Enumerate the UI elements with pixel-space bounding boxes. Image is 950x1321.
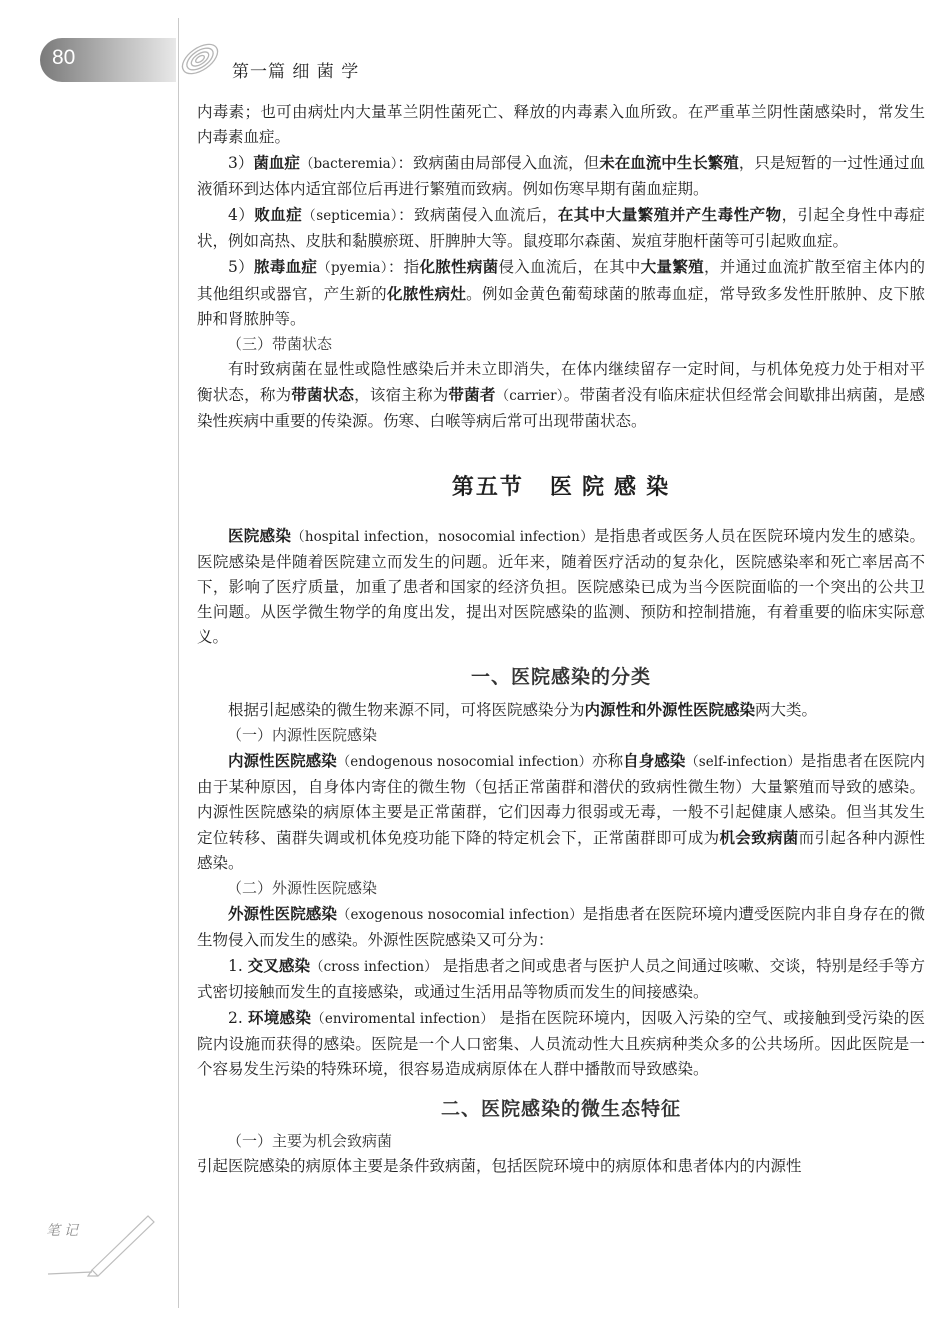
paragraph-opportunistic: 引起医院感染的病原体主要是条件致病菌，包括医院环境中的病原体和患者体内的内源性 bbox=[197, 1157, 802, 1175]
paragraph-endotoxemia: 内毒素；也可由病灶内大量革兰阴性菌死亡、释放的内毒素入血所致。在严重革兰阴性菌感染时，常发生内毒素血症。 bbox=[197, 103, 925, 146]
paragraph-septicemia: 4）败血症（septicemia）：致病菌侵入血流后，在其中大量繁殖并产生毒性产物，引起全身性中毒症状，例如高热、皮肤和黏膜瘀斑、肝脾肿大等。鼠疫耶尔森菌、炭疽芽胞杆菌等可引起败血症。 bbox=[197, 205, 925, 250]
page-body bbox=[197, 100, 925, 1179]
margin-note-label: 笔记 bbox=[46, 1223, 82, 1239]
paragraph-cross-infection: 1. 交叉感染（cross infection） 是指患者之间或患者与医护人员之间通过咳嗽、交谈，特别是经手等方式密切接触而发生的直接感染，或通过生活用品等物质而发生的间接感染。 bbox=[197, 956, 925, 1001]
paragraph-hospital-infection-intro: 医院感染（hospital infection，nosocomial infection）是指患者或医务人员在医院环境内发生的感染。医院感染是伴随着医院建立而发生的问题。近年来，随着医疗活动的复杂化，医院感染率和死亡率居高不下，影响了医疗质量，加重了患者和国家的经济负担。医院感染已成为当今医院面临的一个突出的公共卫生问题。从医学微生物学的角度出发，提出对医院感染的监测、预防和控制措施，有着重要的临床实际意义。 bbox=[197, 526, 925, 646]
subheading-endogenous: （一）内源性医院感染 bbox=[227, 727, 378, 744]
section-title: 第五节 医 院 感 染 bbox=[451, 474, 671, 499]
heading-classification: 一、医院感染的分类 bbox=[470, 666, 651, 688]
page-number: 80 bbox=[52, 46, 76, 69]
subheading-exogenous: （二）外源性医院感染 bbox=[227, 880, 378, 897]
paragraph-carrier-state: 有时致病菌在显性或隐性感染后并未立即消失，在体内继续留存一定时间，与机体免疫力处于相对平衡状态，称为带菌状态，该宿主称为带菌者（carrier）。带菌者没有临床症状但经常会间歇排出病菌，是感染性疾病中重要的传染源。伤寒、白喉等病后常可出现带菌状态。 bbox=[197, 360, 925, 430]
paragraph-pyemia: 5）脓毒血症（pyemia）：指化脓性病菌侵入血流后，在其中大量繁殖，并通过血流扩散至宿主体内的其他组织或器官，产生新的化脓性病灶。例如金黄色葡萄球菌的脓毒血症，常导致多发性肝脓肿、皮下脓肿和肾脓肿等。 bbox=[197, 257, 925, 328]
running-head: 第一篇 细 菌 学 bbox=[232, 62, 360, 82]
paragraph-exogenous: 外源性医院感染（exogenous nosocomial infection）是指患者在医院环境内遭受医院内非自身存在的微生物侵入而发生的感染。外源性医院感染又可分为： bbox=[197, 904, 925, 949]
paragraph-bacteremia: 3）菌血症（bacteremia）：致病菌由局部侵入血流，但未在血流中生长繁殖，只是短暂的一过性通过血液循环到达体内适宜部位后再进行繁殖而致病。例如伤寒早期有菌血症期。 bbox=[197, 153, 925, 198]
heading-microecology: 二、医院感染的微生态特征 bbox=[440, 1098, 681, 1120]
subheading-opportunistic: （一）主要为机会致病菌 bbox=[227, 1133, 393, 1150]
subheading-carrier-state: （三）带菌状态 bbox=[227, 336, 333, 353]
pen-note-icon bbox=[40, 1208, 160, 1278]
paragraph-endogenous: 内源性医院感染（endogenous nosocomial infection）亦称自身感染（self-infection）是指患者在医院内由于某种原因，自身体内寄住的微生物（包括正常菌群和潜伏的致病性微生物）大量繁殖而导致的感染。内源性医院感染的病原体主要是正常菌群，它们因毒力很弱或无毒，一般不引起健康人感染。但当其发生定位转移、菌群失调或机体免疫功能下降的特定机会下，正常菌群即可成为机会致病菌而引起各种内源性感染。 bbox=[197, 751, 925, 872]
swirl-ornament-icon bbox=[175, 34, 225, 84]
margin-rule bbox=[178, 18, 179, 1308]
paragraph-classification: 根据引起感染的微生物来源不同，可将医院感染分为内源性和外源性医院感染两大类。 bbox=[228, 700, 818, 719]
paragraph-environmental-infection: 2. 环境感染（enviromental infection） 是指在医院环境内，因吸入污染的空气、或接触到受污染的医院内设施而获得的感染。医院是一个人口密集、人员流动性大且疾病种类众多的公共场所。因此医院是一个容易发生污染的特殊环境，很容易造成病原体在人群中播散而导致感染。 bbox=[197, 1008, 925, 1078]
